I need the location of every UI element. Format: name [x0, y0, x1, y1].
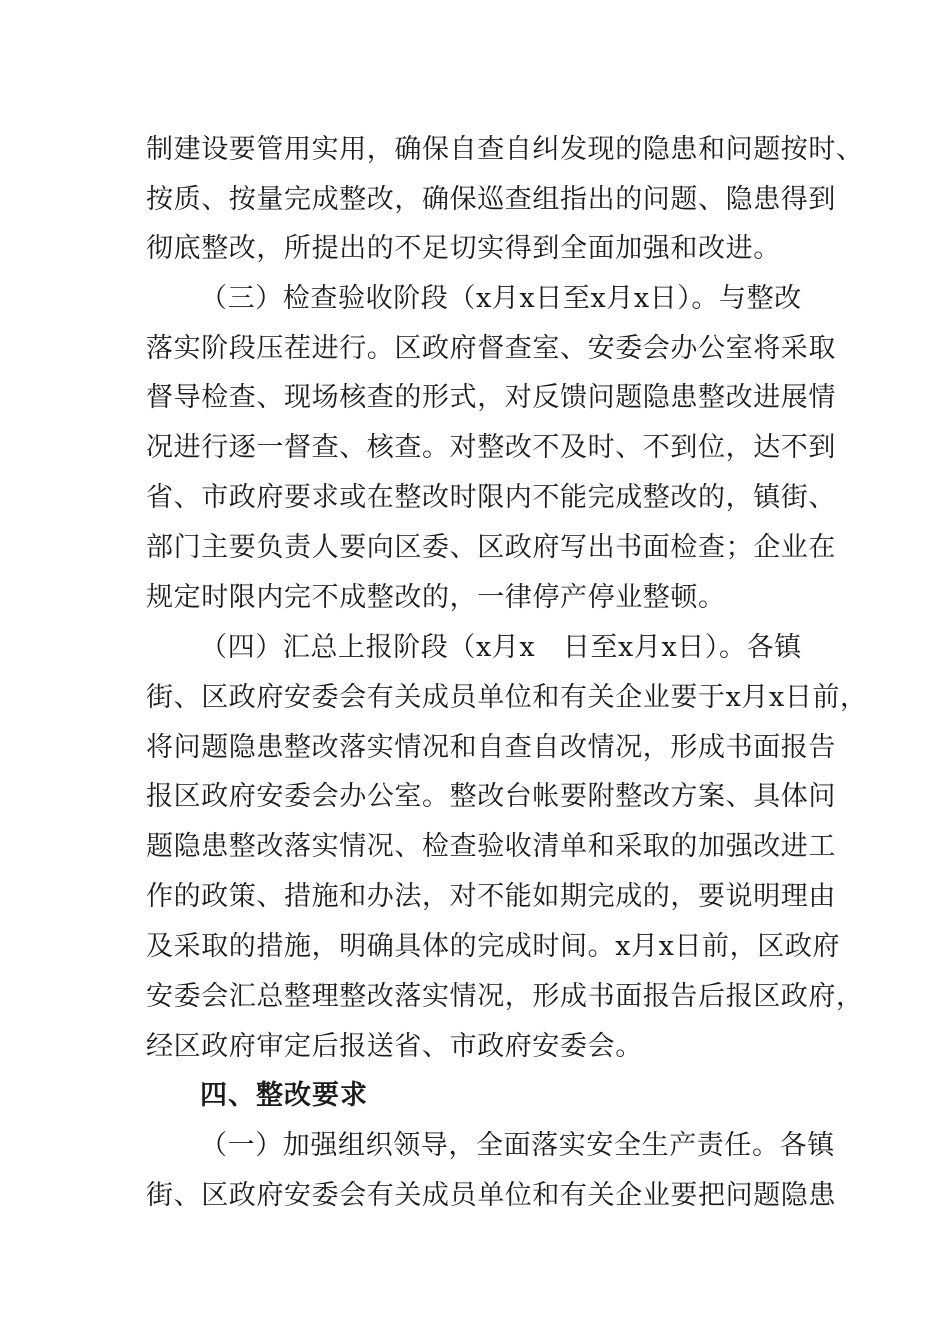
paragraph-line: 况进行逐一督查、核查。对整改不及时、不到位，达不到 [146, 432, 836, 463]
paragraph-line: 落实阶段压茬进行。区政府督查室、安委会办公室将采取 [146, 333, 836, 364]
paragraph-line: 作的政策、措施和办法，对不能如期完成的，要说明理由 [146, 881, 836, 912]
paragraph-line: 按质、按量完成整改，确保巡查组指出的问题、隐患得到 [146, 184, 836, 215]
paragraph-line: 题隐患整改落实情况、检查验收清单和采取的加强改进工 [146, 831, 836, 862]
paragraph-line: （四）汇总上报阶段（x月x 日至x月x日）。各镇 [200, 632, 802, 663]
paragraph-line: 经区政府审定后报送省、市政府安委会。 [146, 1031, 643, 1062]
paragraph-line: 街、区政府安委会有关成员单位和有关企业要于x月x日前， [146, 682, 868, 713]
paragraph-line: 省、市政府要求或在整改时限内不能完成整改的，镇街、 [146, 482, 836, 513]
paragraph-line: 安委会汇总整理整改落实情况，形成书面报告后报区政府， [146, 981, 864, 1012]
paragraph-line: 街、区政府安委会有关成员单位和有关企业要把问题隐患 [146, 1180, 836, 1211]
paragraph-line: 将问题隐患整改落实情况和自查自改情况，形成书面报告 [146, 732, 836, 763]
paragraph-line: 制建设要管用实用，确保自查自纠发现的隐患和问题按时、 [146, 134, 864, 165]
paragraph-line: 彻底整改，所提出的不足切实得到全面加强和改进。 [146, 233, 781, 264]
paragraph-line: 规定时限内完不成整改的，一律停产停业整顿。 [146, 582, 726, 613]
paragraph-line: 部门主要负责人要向区委、区政府写出书面检查；企业在 [146, 532, 836, 563]
section-heading: 四、整改要求 [200, 1080, 368, 1111]
paragraph-line: 督导检查、现场核查的形式，对反馈问题隐患整改进展情 [146, 382, 836, 413]
paragraph-line: 及采取的措施，明确具体的完成时间。x月x日前，区政府 [146, 931, 841, 962]
paragraph-line: 报区政府安委会办公室。整改台帐要附整改方案、具体问 [146, 781, 836, 812]
paragraph-line: （一）加强组织领导，全面落实安全生产责任。各镇 [200, 1130, 835, 1161]
paragraph-line: （三）检查验收阶段（x月x日至x月x日）。与整改 [200, 283, 802, 314]
